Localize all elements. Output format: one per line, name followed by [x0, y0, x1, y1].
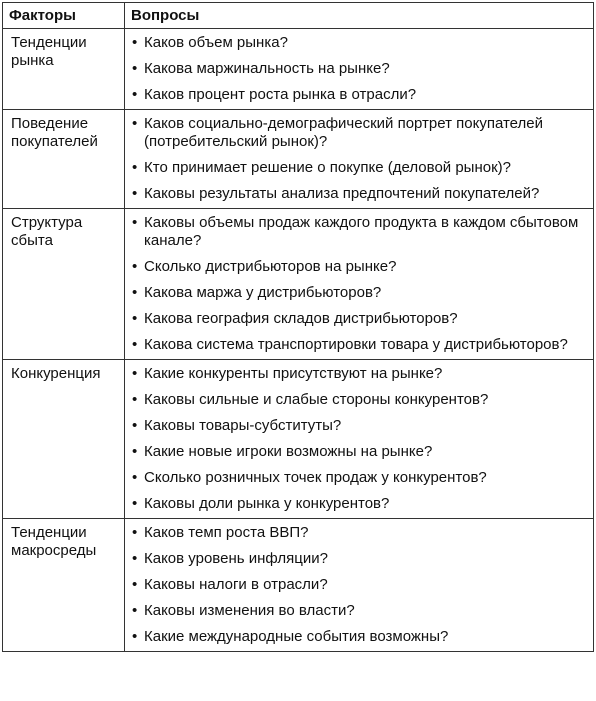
table-row — [3, 29, 594, 110]
question-item: • Каков уровень инфляции? — [131, 550, 589, 568]
question-item: • Сколько дистрибьюторов на рынке? — [131, 258, 589, 276]
question-item: • Каковы изменения во власти? — [131, 602, 589, 620]
question-item: • Каковы сильные и слабые стороны конкурентов? — [131, 391, 589, 409]
questions-cell — [125, 29, 594, 110]
question-item: • Каков темп роста ВВП? — [131, 524, 589, 542]
factor-cell: Конкуренция — [3, 360, 125, 519]
question-list — [131, 214, 589, 354]
question-item: • Какова маржа у дистрибьюторов? — [131, 284, 589, 302]
header-factors: Факторы — [3, 3, 125, 29]
question-list — [131, 115, 589, 203]
header-questions: Вопросы — [125, 3, 594, 29]
questions-cell — [125, 519, 594, 652]
question-item: • Сколько розничных точек продаж у конкурентов? — [131, 469, 589, 487]
question-list — [131, 524, 589, 646]
question-item: • Каков процент роста рынка в отрасли? — [131, 86, 589, 104]
table-row — [3, 360, 594, 519]
question-item: • Каковы налоги в отрасли? — [131, 576, 589, 594]
factor-cell: Поведение покупателей — [3, 110, 125, 209]
factor-cell: Тенденции рынка — [3, 29, 125, 110]
question-item: • Какова система транспортировки товара у дистрибьюторов? — [131, 336, 589, 354]
question-item: • Кто принимает решение о покупке (деловой рынок)? — [131, 159, 589, 177]
questions-cell — [125, 110, 594, 209]
table-row — [3, 519, 594, 652]
factor-cell: Структура сбыта — [3, 209, 125, 360]
question-item: • Какова география складов дистрибьюторов? — [131, 310, 589, 328]
question-item: • Каков объем рынка? — [131, 34, 589, 52]
question-item: • Каковы товары-субституты? — [131, 417, 589, 435]
table-row — [3, 209, 594, 360]
table-row — [3, 110, 594, 209]
question-item: • Какие конкуренты присутствуют на рынке? — [131, 365, 589, 383]
question-item: • Каков социально-демографический портрет покупателей (потребительский рынок)? — [131, 115, 589, 151]
question-item: • Какова маржинальность на рынке? — [131, 60, 589, 78]
question-item: • Какие новые игроки возможны на рынке? — [131, 443, 589, 461]
factors-questions-table — [2, 2, 594, 652]
questions-cell — [125, 209, 594, 360]
question-item: • Каковы объемы продаж каждого продукта в каждом сбытовом канале? — [131, 214, 589, 250]
question-item: • Какие международные события возможны? — [131, 628, 589, 646]
question-list — [131, 34, 589, 104]
table-header — [3, 3, 594, 29]
question-list — [131, 365, 589, 513]
question-item: • Каковы доли рынка у конкурентов? — [131, 495, 589, 513]
table-body — [3, 29, 594, 652]
questions-cell — [125, 360, 594, 519]
factor-cell: Тенденции макросреды — [3, 519, 125, 652]
question-item: • Каковы результаты анализа предпочтений покупателей? — [131, 185, 589, 203]
header-row — [3, 3, 594, 29]
